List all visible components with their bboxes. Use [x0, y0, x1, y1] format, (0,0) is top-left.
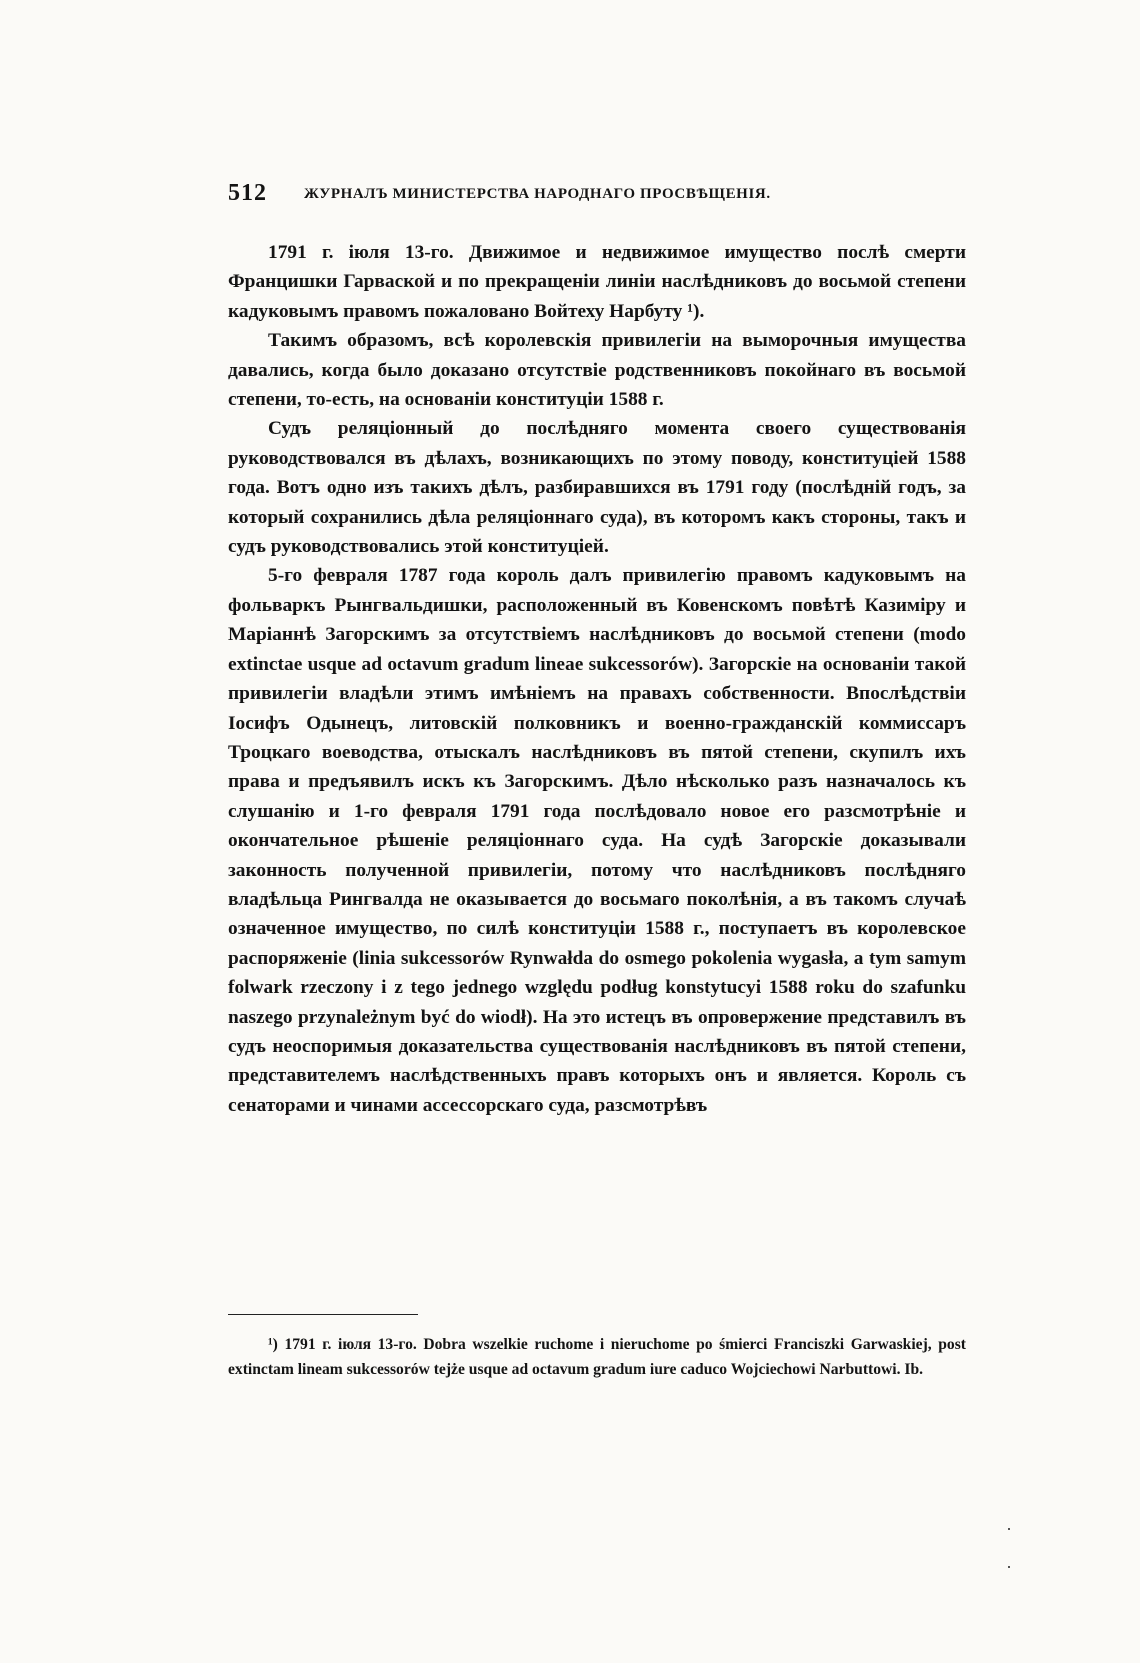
paragraph-1: 1791 г. іюля 13-го. Движимое и недвижимое имущество послѣ смерти Францишки Гарваской и по прекращеніи линіи наслѣдниковъ до восьмой степени кадуковымъ правомъ пожаловано Войтеху Нарбуту ¹). [228, 242, 966, 322]
paragraph-2: Такимъ образомъ, всѣ королевскія привилегіи на выморочныя имущества давались, когда было доказано отсутствіе родственниковъ покойнаго въ восьмой степени, то-есть, на основаніи конституціи 1588 г. [228, 330, 966, 411]
paragraph-3: Судъ реляціонный до послѣдняго момента своего существованія руководствовался въ дѣлахъ, возникающихъ по этому поводу, конституціей 1588 года. Вотъ одно изъ такихъ дѣлъ, разбиравшихся въ 1791 году (послѣдній годъ, за который сохранились дѣла реляціоннаго суда), въ которомъ какъ стороны, такъ и судъ руководствовались этой конституціей. [228, 418, 966, 558]
running-title: ЖУРНАЛЪ МИНИСТЕРСТВА НАРОДНАГО ПРОСВѢЩЕНІЯ. [304, 186, 771, 202]
scan-speck [1008, 1566, 1010, 1568]
scan-speck [1008, 1528, 1010, 1530]
footnote: ¹) 1791 г. іюля 13-го. Dobra wszelkie ruchome i nieruchome po śmierci Franciszki Garwaskiej, post extinctam lineam sukcessorów tejże usque ad octavum gradum iure caduco Wojciechowi Narbuttowi. Ib. [228, 1336, 966, 1378]
page-header [228, 180, 968, 208]
footnote-rule [228, 1314, 418, 1315]
page-number: 512 [228, 180, 267, 206]
paragraph-4: 5-го февраля 1787 года король далъ привилегію правомъ кадуковымъ на фольваркъ Рынгвальдишки, расположенный въ Ковенскомъ повѣтѣ Казиміру и Маріаннѣ Загорскимъ за отсутствіемъ наслѣдниковъ до восьмой степени (modo extinctae usque ad octavum gradum lineae sukcessorów). Загорскіе на основаніи такой привилегіи владѣли этимъ имѣніемъ на правахъ собственности. Впослѣдствіи Іосифъ Одынецъ, литовскій полковникъ и военно-гражданскій коммиссаръ Троцкаго воеводства, отыскалъ наслѣдниковъ въ пятой степени, скупилъ ихъ права и предъявилъ искъ къ Загорскимъ. Дѣло нѣсколько разъ назначалось къ слушанію и 1-го февраля 1791 года послѣдовало новое его разсмотрѣніе и окончательное рѣшеніе реляціоннаго суда. На судѣ Загорскіе доказывали законность полученной привилегіи, потому что наслѣдниковъ послѣдняго владѣльца Рингвалда не оказывается до восьмаго поколѣнія, а въ такомъ случаѣ означенное имущество, по силѣ конституціи 1588 г., поступаетъ въ королевское распоряженіе (linia sukcessorów Rynwałda do osmego pokolenia wygasła, a tym samym folwark rzeczony i z tego jednego względu podług konstytucyi 1588 roku do szafunku naszego przynależnym być do wiodł). На это истецъ въ опровержение представилъ въ судъ неоспоримыя доказательства существованія наслѣдниковъ въ пятой степени, представителемъ наслѣдственныхъ правъ которыхъ онъ и является. Король съ сенаторами и чинами ассессорскаго суда, разсмотрѣвъ [228, 565, 966, 1116]
body-text [228, 238, 966, 1120]
